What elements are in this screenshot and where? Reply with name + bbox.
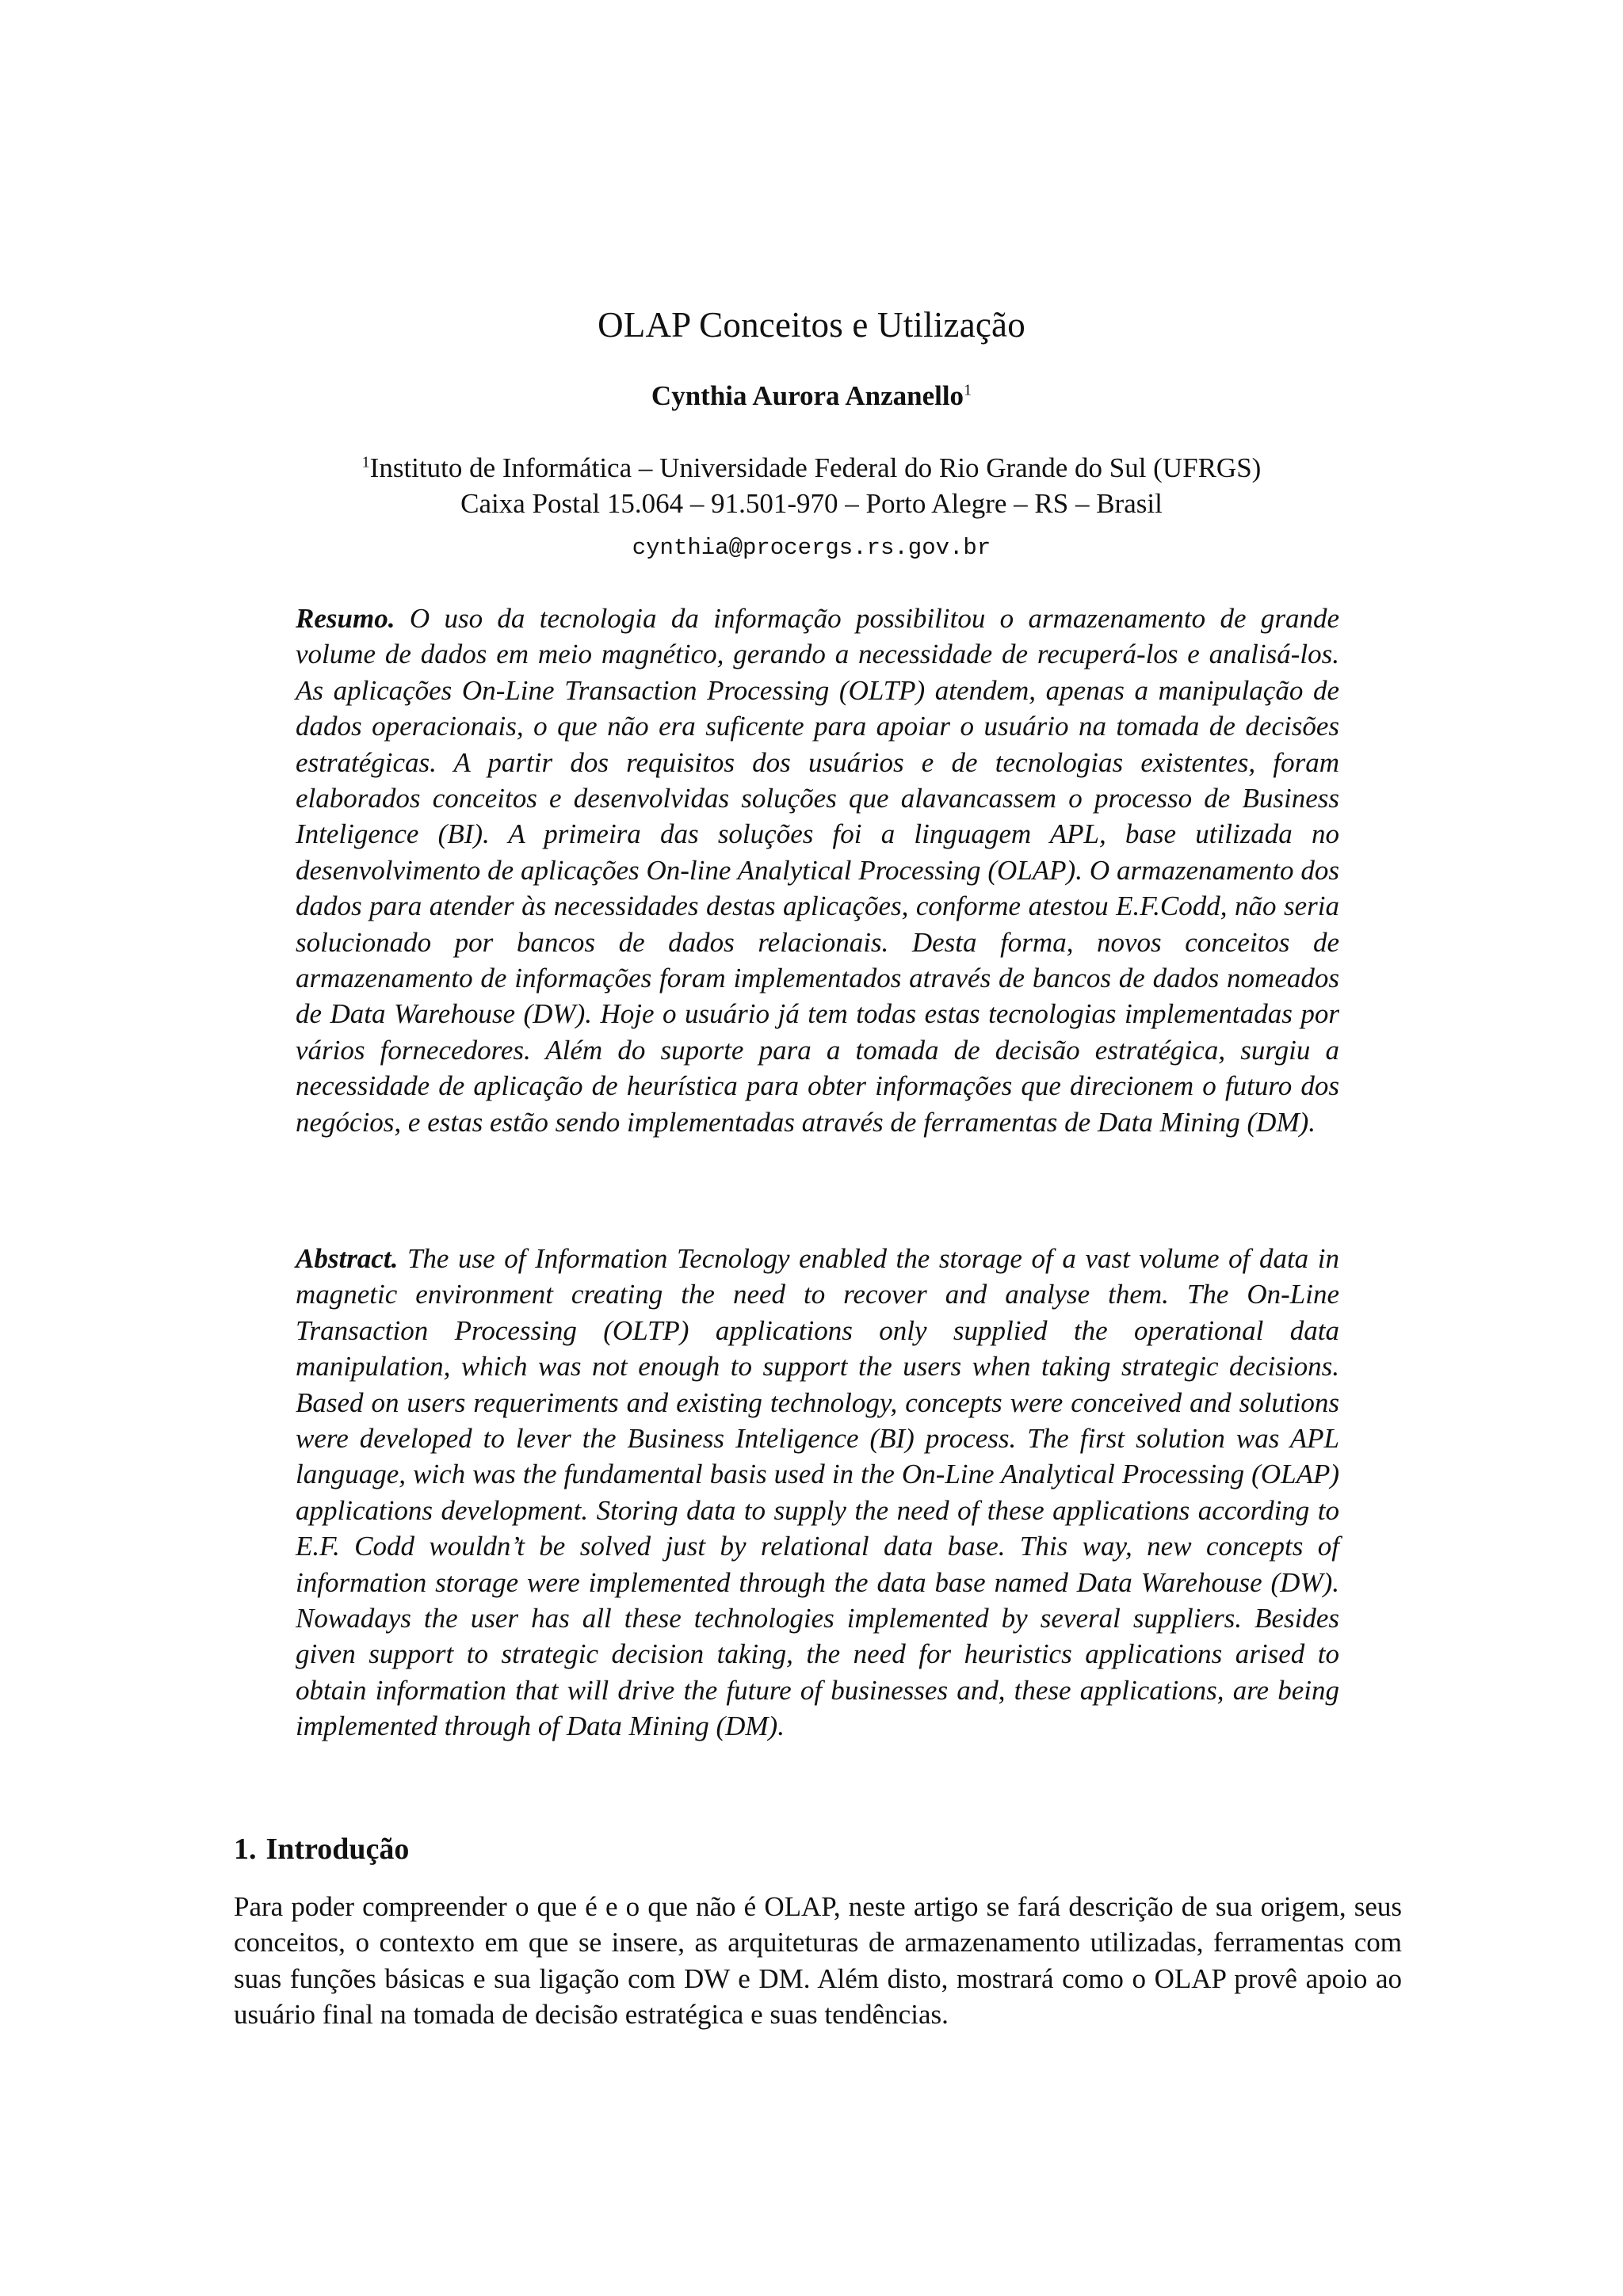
affiliation-line-2: Caixa Postal 15.064 – 91.501-970 – Porto Alegre – RS – Brasil [460,488,1163,519]
abstract-paragraph [296,1241,1339,1745]
resumo-label: Resumo. [296,603,395,634]
abstract-label: Abstract. [296,1243,399,1274]
introducao-paragraph: Para poder compreender o que é e o que não é OLAP, neste artigo se fará descrição de sua origem, seus conceitos, o contexto em que se insere, as arquiteturas de armazenamento utilizadas, ferramentas com suas funções básicas e sua ligação com DW e DM. Além disto, mostrará como o OLAP provê apoio ao usuário final na tomada de decisão estratégica e suas tendências. [234,1891,1402,2031]
author-email: cynthia@procergs.rs.gov.br [632,535,991,561]
author-line [0,379,1623,414]
affiliation-institute: Instituto de Informática – Universidade Federal do Rio Grande do Sul (UFRGS) [369,452,1262,483]
author-name: Cynthia Aurora Anzanello [651,380,964,411]
affiliation-line-1 [0,450,1623,486]
resumo-paragraph [296,601,1339,1140]
section-heading-introducao [234,1830,409,1868]
section-number: 1. [234,1833,257,1866]
affiliation-block [0,450,1623,521]
section-title: Introdução [265,1833,410,1866]
author-affiliation-mark: 1 [964,381,972,399]
resumo-text: O uso da tecnologia da informação possibilitou o armazenamento de grande volume de dados em meio magnético, gerando a necessidade de recuperá-los e analisá-los. As aplicações On-Line Transaction Processing (OLTP) atendem, apenas a manipulação de dados operacionais, o que não era suficente para apoiar o usuário na tomada de decisões estratégicas. A partir dos requisitos dos usuários e de tecnologias existentes, foram elaborados conceitos e desenvolvidas soluções que alavancassem o processo de Business Inteligence (BI). A primeira das soluções foi a linguagem APL, base utilizada no desenvolvimento de aplicações On-line Analytical Processing (OLAP). O armazenamento dos dados para atender às necessidades destas aplicações, conforme atestou E.F.Codd, não seria solucionado por bancos de dados relacionais. Desta forma, novos conceitos de armazenamento de informações foram implementados através de bancos de dados nomeados de Data Warehouse (DW). Hoje o usuário já tem todas estas tecnologias implementadas por vários fornecedores. Além do suporte para a tomada de decisão estratégica, surgiu a necessidade de aplicação de heurística para obter informações que direcionem o futuro dos negócios, e estas estão sendo implementadas através de ferramentas de Data Mining (DM). [296,603,1340,1138]
abstract-text: The use of Information Tecnology enabled the storage of a vast volume of data in magnetic environment creating the need to recover and analyse them. The On-Line Transaction Processing (OLTP) applications only supplied the operational data manipulation, which was not enough to support the users when taking strategic decisions. Based on users requeriments and existing technology, concepts were conceived and solutions were developed to lever the Business Inteligence (BI) process. The first solution was APL language, wich was the fundamental basis used in the On-Line Analytical Processing (OLAP) applications development. Storing data to supply the need of these applications according to E.F. Codd wouldn’t be solved just by relational data base. This way, new concepts of information storage were implemented through the data base named Data Warehouse (DW). Nowadays the user has all these technologies implemented by several suppliers. Besides given support to strategic decision taking, the need for heuristics applications arised to obtain information that will drive the future of businesses and, these applications, are being implemented through of Data Mining (DM). [296,1243,1339,1742]
affiliation-mark: 1 [361,453,370,471]
paper-title: OLAP Conceitos e Utilização [598,305,1025,345]
